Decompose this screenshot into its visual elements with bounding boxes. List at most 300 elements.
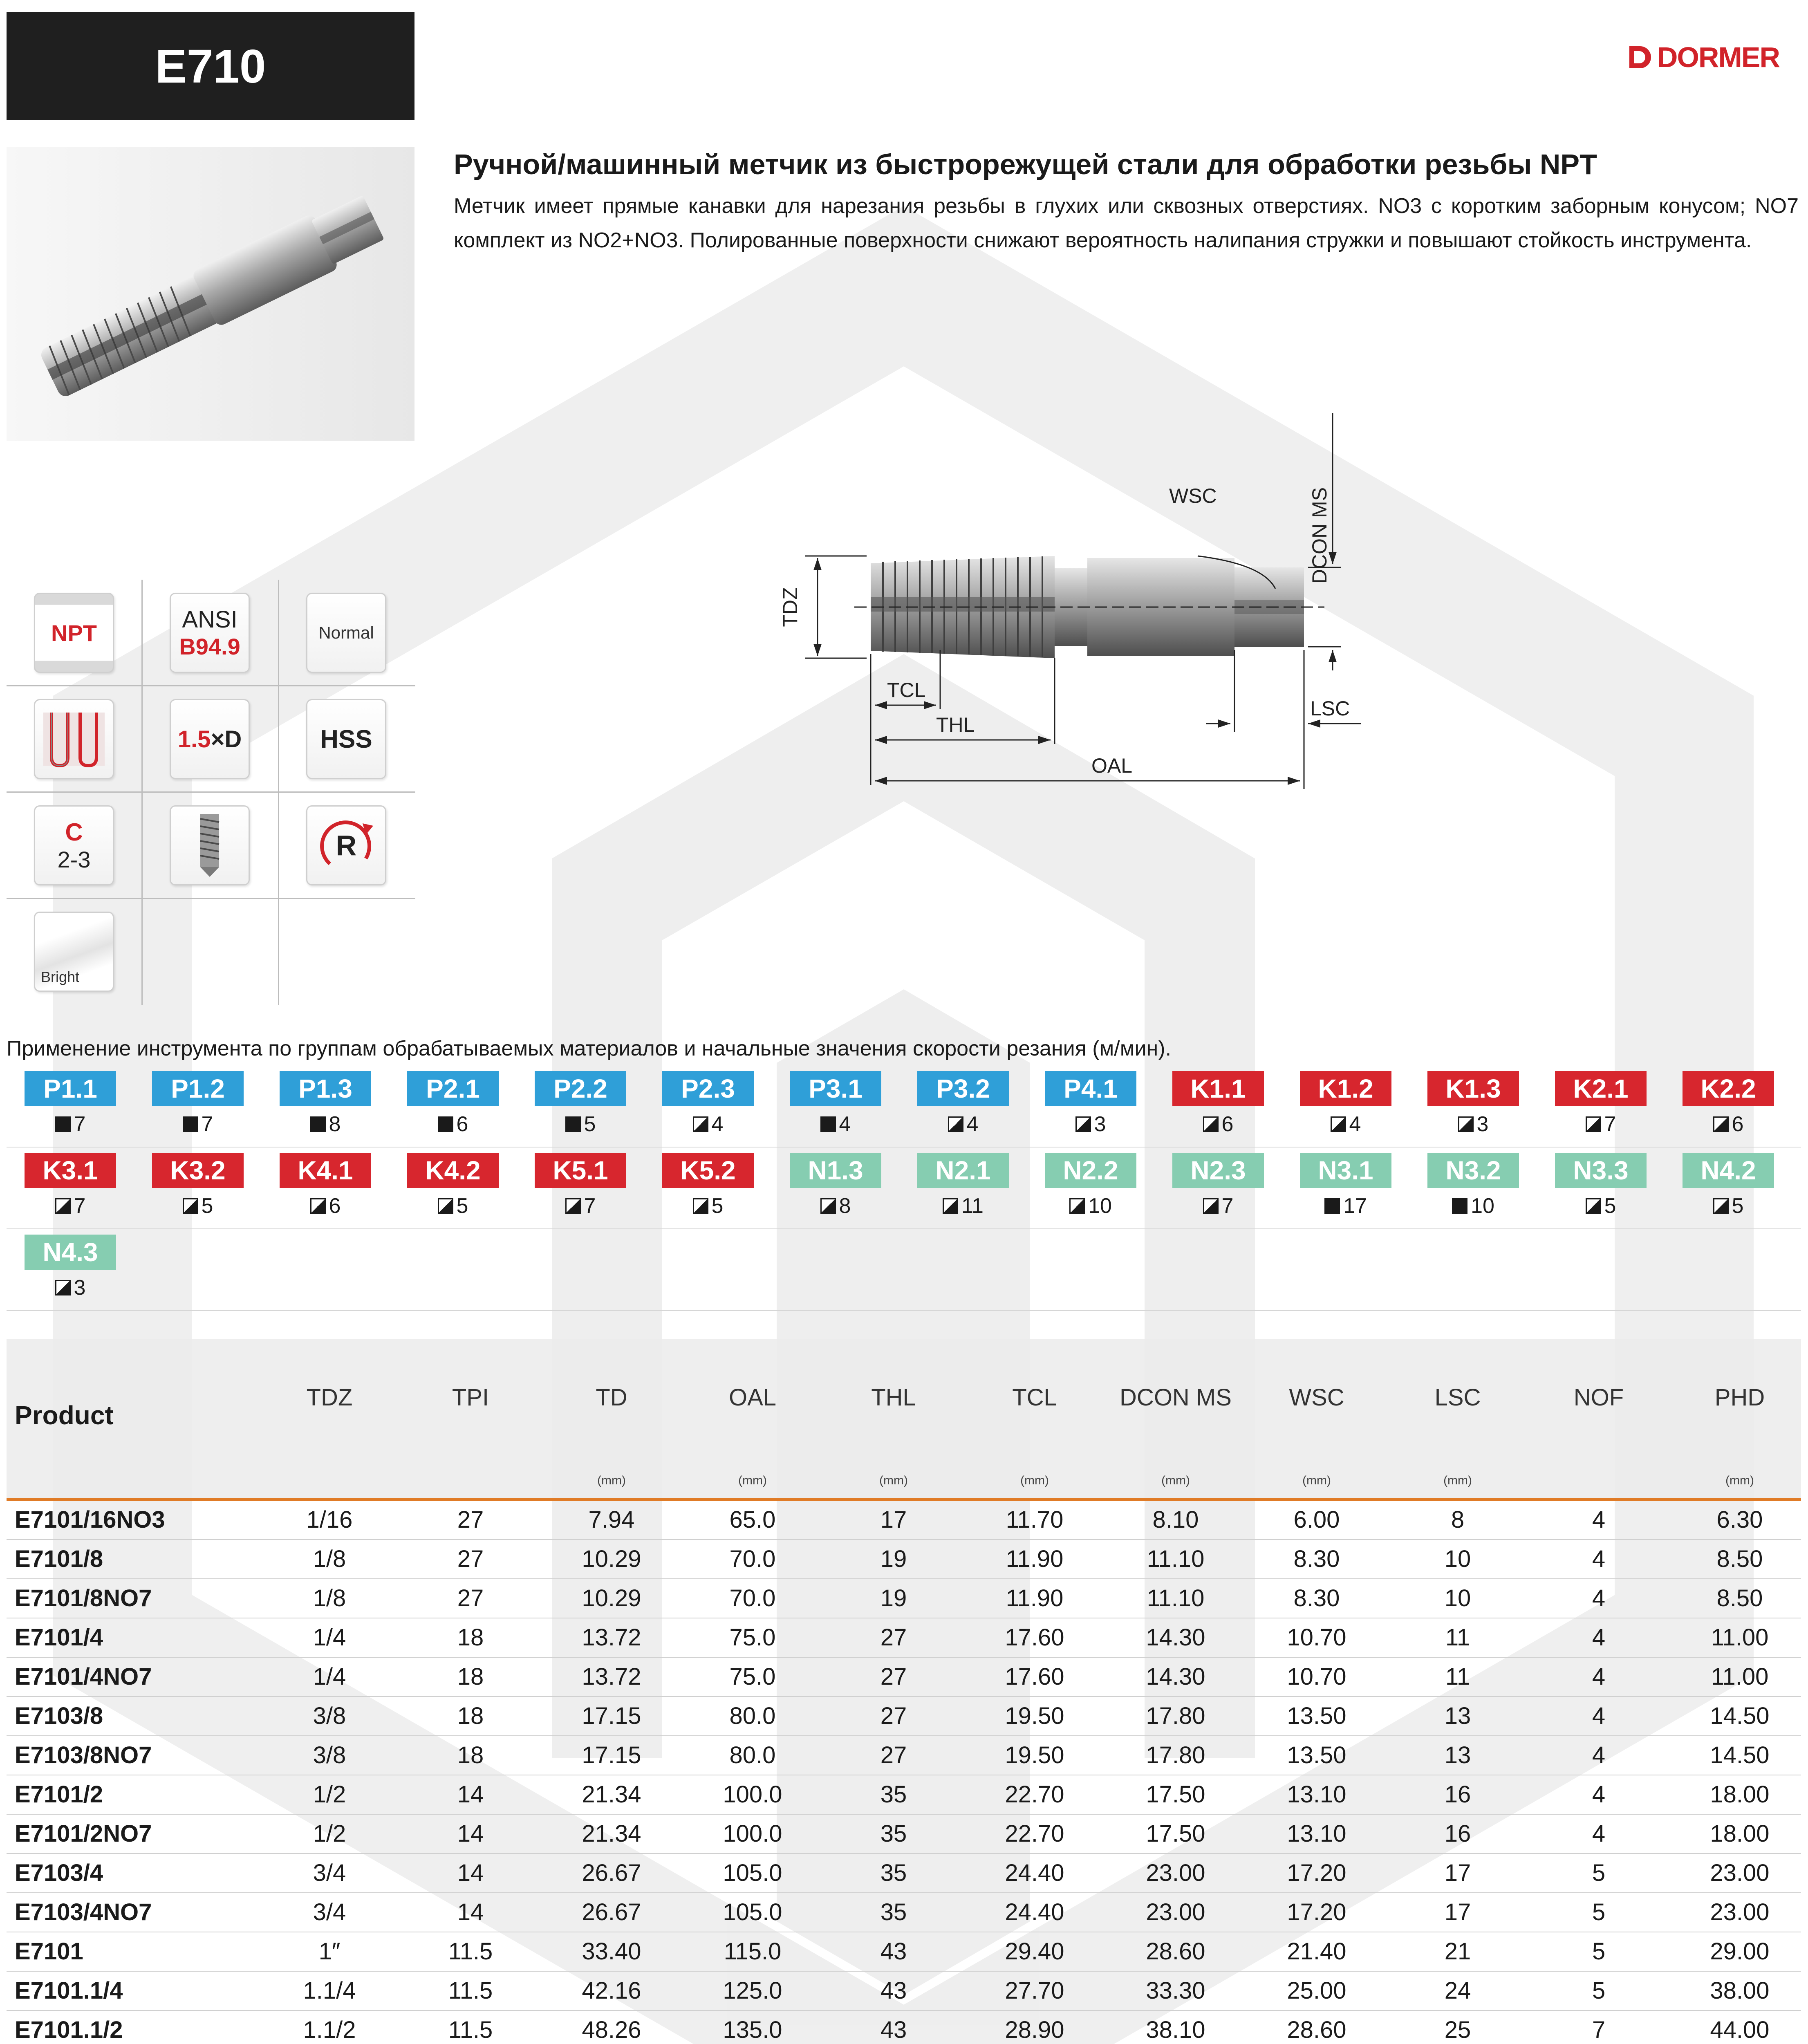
- material-code: K4.1: [280, 1153, 371, 1188]
- table-cell: 17.20: [1287, 1860, 1346, 1886]
- material-code: P3.2: [917, 1071, 1009, 1106]
- cutting-speed: [1537, 1112, 1665, 1136]
- table-cell: 8.30: [1293, 1585, 1340, 1611]
- product-code-cell: E7101/16NO3: [15, 1506, 165, 1533]
- hand-machine-tapping-icon: [1331, 1116, 1346, 1132]
- table-cell: 8: [1451, 1506, 1465, 1533]
- cutting-speed: [262, 1194, 389, 1218]
- table-cell: 38.00: [1710, 1977, 1770, 2004]
- speed-value: 6: [1221, 1112, 1234, 1136]
- hand-machine-tapping-icon: [1586, 1198, 1601, 1214]
- table-cell: 18: [457, 1663, 484, 1690]
- table-cell: 1/2: [313, 1820, 346, 1847]
- table-row: [7, 1775, 1801, 1815]
- cutting-speed: [517, 1194, 644, 1218]
- material-label: HSS: [320, 725, 372, 753]
- table-cell: 65.0: [729, 1506, 776, 1533]
- product-code-cell: E7103/8: [15, 1703, 103, 1729]
- cutting-speed: [899, 1194, 1027, 1218]
- table-cell: 125.0: [723, 1977, 782, 2004]
- rotation-letter: R: [336, 829, 357, 861]
- table-cell: 27: [457, 1585, 484, 1611]
- table-cell: 42.16: [582, 1977, 641, 2004]
- table-cell: 7: [1592, 2017, 1606, 2043]
- table-cell: 14.30: [1146, 1663, 1205, 1690]
- hand-machine-tapping-icon: [1075, 1116, 1091, 1132]
- table-cell: 70.0: [729, 1585, 776, 1611]
- speed-value: 11: [961, 1194, 984, 1218]
- material-group-n2-2: [1027, 1153, 1154, 1235]
- material-code: N4.3: [25, 1235, 116, 1270]
- cutting-speed: [644, 1194, 772, 1218]
- table-row: [7, 1658, 1801, 1697]
- table-cell: 18.00: [1710, 1781, 1770, 1808]
- speed-value: 5: [584, 1112, 596, 1136]
- material-code: P2.1: [407, 1071, 499, 1106]
- table-header: [7, 1339, 1801, 1501]
- column-header-dcon-ms: DCON MS: [1120, 1384, 1232, 1411]
- table-cell: 18: [457, 1742, 484, 1768]
- table-cell: 43: [880, 1938, 907, 1965]
- table-cell: 11.10: [1147, 1546, 1205, 1572]
- table-cell: 1/2: [313, 1781, 346, 1808]
- flute-type-cell: [7, 686, 141, 792]
- material-cell: [279, 686, 414, 792]
- speed-value: 4: [966, 1112, 979, 1136]
- material-code: K1.3: [1427, 1071, 1519, 1106]
- hand-machine-tapping-icon: [1458, 1116, 1474, 1132]
- ansi-standard-icon: [170, 593, 250, 673]
- hand-machine-tapping-icon: [693, 1116, 708, 1132]
- normal-tolerance-icon: [306, 593, 386, 673]
- table-cell: 10.29: [582, 1585, 641, 1611]
- table-cell: 21.34: [582, 1781, 641, 1808]
- table-cell: 28.60: [1146, 1938, 1205, 1965]
- table-row: [7, 1815, 1801, 1854]
- depth-times: ×: [211, 726, 225, 753]
- table-cell: 11.5: [448, 1938, 493, 1965]
- product-code: E710: [155, 40, 266, 93]
- table-cell: 17.60: [1005, 1663, 1064, 1690]
- machine-tapping-icon: [1324, 1198, 1340, 1214]
- product-code-cell: E7101/4: [15, 1624, 103, 1651]
- material-code: P2.2: [535, 1071, 626, 1106]
- table-row: [7, 1697, 1801, 1736]
- hole-type-cell: [142, 792, 277, 899]
- speed-value: 7: [201, 1112, 213, 1136]
- table-cell: 4: [1592, 1781, 1606, 1808]
- npt-label: NPT: [51, 620, 97, 646]
- hand-machine-tapping-icon: [1713, 1198, 1729, 1214]
- table-cell: 11: [1445, 1663, 1470, 1690]
- table-cell: 5: [1592, 1899, 1606, 1925]
- table-cell: 19: [880, 1585, 907, 1611]
- speed-value: 7: [74, 1112, 86, 1136]
- cutting-speed: [1027, 1112, 1154, 1136]
- table-cell: 13.50: [1287, 1703, 1346, 1729]
- cutting-speed: [772, 1194, 899, 1218]
- row-divider: [7, 1228, 1801, 1229]
- hand-machine-tapping-icon: [55, 1198, 71, 1214]
- hand-machine-tapping-icon: [1586, 1116, 1601, 1132]
- material-code: K1.2: [1300, 1071, 1391, 1106]
- product-code-cell: E7101.1/4: [15, 1977, 123, 2004]
- chamfer-cell: [7, 792, 141, 899]
- table-cell: 27: [457, 1546, 484, 1572]
- lsc-label: LSC: [1310, 697, 1350, 720]
- finish-cell: [7, 899, 141, 1005]
- hand-machine-tapping-icon: [183, 1198, 198, 1214]
- table-row: [7, 1736, 1801, 1775]
- material-code: P2.3: [662, 1071, 754, 1106]
- table-cell: 4: [1592, 1703, 1606, 1729]
- depth-d: D: [224, 726, 242, 753]
- material-group-k3-2: [134, 1153, 262, 1235]
- table-cell: 18: [457, 1624, 484, 1651]
- table-cell: 11.90: [1006, 1546, 1064, 1572]
- cutting-speed: [389, 1194, 517, 1218]
- standard-cell: [142, 580, 277, 686]
- product-code-cell: E7103/4: [15, 1860, 103, 1886]
- table-cell: 27: [880, 1624, 907, 1651]
- table-cell: 5: [1592, 1860, 1606, 1886]
- material-group-n2-3: [1154, 1153, 1282, 1235]
- material-group-p4-1: [1027, 1071, 1154, 1153]
- column-header-tcl: TCL: [1012, 1384, 1057, 1411]
- table-cell: 13.10: [1287, 1781, 1346, 1808]
- cutting-speed: [1154, 1112, 1282, 1136]
- column-unit: (mm): [1725, 1474, 1754, 1487]
- material-group-k4-2: [389, 1153, 517, 1235]
- column-header-phd: PHD: [1714, 1384, 1765, 1411]
- column-header-tdz: TDZ: [306, 1384, 353, 1411]
- table-cell: 19.50: [1005, 1703, 1064, 1729]
- product-code-cell: E7101.1/2: [15, 2017, 123, 2043]
- table-cell: 27: [880, 1703, 907, 1729]
- table-cell: 35: [880, 1899, 907, 1925]
- column-unit: (mm): [1020, 1474, 1049, 1487]
- table-cell: 18: [457, 1703, 484, 1729]
- cutting-speed: [772, 1112, 899, 1136]
- table-cell: 43: [880, 2017, 907, 2043]
- material-group-p2-1: [389, 1071, 517, 1153]
- cutting-speed: [1282, 1194, 1409, 1218]
- product-code-cell: E7101/2NO7: [15, 1820, 152, 1847]
- table-row: [7, 1854, 1801, 1893]
- table-cell: 17.15: [582, 1703, 641, 1729]
- table-cell: 17.20: [1287, 1899, 1346, 1925]
- dcon-label: DCON MS: [1308, 487, 1331, 584]
- table-cell: 14: [457, 1820, 484, 1847]
- product-code-cell: E7101/8: [15, 1546, 103, 1572]
- hand-machine-tapping-icon: [438, 1198, 453, 1214]
- material-group-p1-2: [134, 1071, 262, 1153]
- speed-value: 7: [584, 1194, 596, 1218]
- table-cell: 27.70: [1005, 1977, 1064, 2004]
- table-cell: 75.0: [729, 1624, 776, 1651]
- column-header-td: TD: [596, 1384, 627, 1411]
- table-cell: 23.00: [1710, 1899, 1770, 1925]
- material-group-p3-1: [772, 1071, 899, 1153]
- hand-machine-tapping-icon: [1069, 1198, 1085, 1214]
- table-cell: 14.30: [1146, 1624, 1205, 1651]
- table-cell: 70.0: [729, 1546, 776, 1572]
- table-cell: 19: [880, 1546, 907, 1572]
- cutting-speed: [1282, 1112, 1409, 1136]
- table-cell: 14.50: [1710, 1742, 1770, 1768]
- table-cell: 28.90: [1005, 2017, 1064, 2043]
- table-cell: 4: [1592, 1546, 1606, 1572]
- oal-label: OAL: [1091, 754, 1133, 777]
- right-hand-rotation-icon: [306, 805, 386, 885]
- column-header-tpi: TPI: [452, 1384, 489, 1411]
- hand-machine-tapping-icon: [1203, 1116, 1219, 1132]
- table-cell: 3/8: [313, 1703, 346, 1729]
- table-cell: 24: [1444, 1977, 1471, 2004]
- table-cell: 17.80: [1146, 1703, 1205, 1729]
- table-cell: 17: [880, 1506, 907, 1533]
- table-cell: 17.80: [1146, 1742, 1205, 1768]
- table-cell: 4: [1592, 1585, 1606, 1611]
- material-code: N3.1: [1300, 1153, 1391, 1188]
- chamfer-range: 2-3: [57, 847, 91, 872]
- material-group-p3-2: [899, 1071, 1027, 1153]
- table-cell: 18.00: [1710, 1820, 1770, 1847]
- table-cell: 3/8: [313, 1742, 346, 1768]
- machine-tapping-icon: [438, 1116, 453, 1132]
- row-divider: [7, 1147, 1801, 1148]
- material-code: P1.3: [280, 1071, 371, 1106]
- table-row: [7, 1972, 1801, 2011]
- brand-name: DORMER: [1657, 41, 1779, 73]
- feature-icon-grid: [7, 580, 415, 1005]
- material-group-n3-3: [1537, 1153, 1665, 1235]
- tolerance-cell: [279, 580, 414, 686]
- thread-depth-icon: [170, 699, 250, 779]
- table-cell: 3/4: [313, 1899, 346, 1925]
- material-group-k1-2: [1282, 1071, 1409, 1153]
- cutting-speed: [1409, 1112, 1537, 1136]
- material-code: K2.1: [1555, 1071, 1647, 1106]
- table-cell: 8.30: [1293, 1546, 1340, 1572]
- speed-value: 7: [1221, 1194, 1234, 1218]
- table-cell: 35: [880, 1860, 907, 1886]
- table-cell: 8.50: [1716, 1585, 1763, 1611]
- cutting-speed: [1027, 1194, 1154, 1218]
- material-group-n3-2: [1409, 1153, 1537, 1235]
- table-cell: 25: [1444, 2017, 1471, 2043]
- column-header-thl: THL: [871, 1384, 916, 1411]
- table-cell: 28.60: [1287, 2017, 1346, 2043]
- table-cell: 14: [457, 1781, 484, 1808]
- table-cell: 21.40: [1287, 1938, 1346, 1965]
- material-code: P1.1: [25, 1071, 116, 1106]
- cutting-speed: [1409, 1194, 1537, 1218]
- machine-tapping-icon: [55, 1116, 71, 1132]
- material-group-n2-1: [899, 1153, 1027, 1235]
- material-code: N4.2: [1683, 1153, 1774, 1188]
- cutting-speed: [517, 1112, 644, 1136]
- table-cell: 11.70: [1006, 1506, 1064, 1533]
- table-cell: 4: [1592, 1506, 1606, 1533]
- speed-value: 3: [74, 1276, 86, 1300]
- speed-value: 8: [329, 1112, 341, 1136]
- table-cell: 6.30: [1716, 1506, 1763, 1533]
- hand-machine-tapping-icon: [948, 1116, 963, 1132]
- ansi-code: B94.9: [179, 634, 240, 659]
- material-code: P4.1: [1045, 1071, 1136, 1106]
- table-cell: 27: [457, 1506, 484, 1533]
- table-cell: 115.0: [724, 1938, 782, 1965]
- table-row: [7, 1618, 1801, 1658]
- table-cell: 4: [1592, 1742, 1606, 1768]
- table-cell: 1/16: [306, 1506, 353, 1533]
- cutting-speed: [7, 1112, 134, 1136]
- tap-photo-illustration: [7, 147, 414, 441]
- material-code: K5.2: [662, 1153, 754, 1188]
- cutting-speed: [262, 1112, 389, 1136]
- table-cell: 8.50: [1716, 1546, 1763, 1572]
- table-cell: 23.00: [1710, 1860, 1770, 1886]
- table-cell: 105.0: [723, 1899, 782, 1925]
- materials-caption: Применение инструмента по группам обрабатываемых материалов и начальные значения скорости резания (м/мин).: [7, 1037, 1172, 1060]
- material-code: N2.2: [1045, 1153, 1136, 1188]
- material-code: K5.1: [535, 1153, 626, 1188]
- table-cell: 17.60: [1005, 1624, 1064, 1651]
- table-cell: 17: [1444, 1899, 1471, 1925]
- material-group-k2-2: [1665, 1071, 1792, 1153]
- table-cell: 43: [880, 1977, 907, 2004]
- product-photo: [7, 147, 414, 441]
- table-cell: 1.1/4: [303, 1977, 356, 2004]
- table-cell: 75.0: [729, 1663, 776, 1690]
- cutting-speed: [899, 1112, 1027, 1136]
- product-code-cell: E7101/2: [15, 1781, 103, 1808]
- table-cell: 5: [1592, 1938, 1606, 1965]
- table-cell: 11: [1445, 1624, 1470, 1651]
- column-header-oal: OAL: [728, 1384, 777, 1411]
- product-table: [7, 1339, 1801, 2044]
- column-header-lsc: LSC: [1434, 1384, 1481, 1411]
- npt-icon: [34, 593, 114, 673]
- table-cell: 10.70: [1287, 1624, 1346, 1651]
- material-code: K1.1: [1172, 1071, 1264, 1106]
- table-cell: 13.72: [582, 1624, 641, 1651]
- material-code: P1.2: [152, 1071, 244, 1106]
- cutting-speed: [134, 1194, 262, 1218]
- table-cell: 29.40: [1005, 1938, 1064, 1965]
- table-cell: 25.00: [1287, 1977, 1346, 2004]
- brand-logo: [1628, 41, 1779, 74]
- table-cell: 100.0: [723, 1781, 782, 1808]
- table-cell: 33.30: [1146, 1977, 1205, 2004]
- material-group-k1-3: [1409, 1071, 1537, 1153]
- row-divider: [7, 1310, 1801, 1311]
- speed-value: 3: [1094, 1112, 1106, 1136]
- hand-machine-tapping-icon: [693, 1198, 708, 1214]
- machine-tapping-icon: [183, 1116, 198, 1132]
- table-cell: 14: [457, 1899, 484, 1925]
- table-cell: 35: [880, 1781, 907, 1808]
- material-groups: [7, 1071, 1805, 1325]
- table-body: [7, 1501, 1801, 2044]
- table-cell: 8.10: [1152, 1506, 1199, 1533]
- tdz-label: TDZ: [779, 587, 802, 627]
- thl-label: THL: [936, 713, 975, 736]
- table-cell: 4: [1592, 1663, 1606, 1690]
- table-cell: 11.10: [1147, 1585, 1205, 1611]
- material-group-p1-1: [7, 1071, 134, 1153]
- table-cell: 29.00: [1710, 1938, 1770, 1965]
- speed-value: 7: [74, 1194, 86, 1218]
- product-title: Ручной/машинный метчик из быстрорежущей стали для обработки резьбы NPT: [454, 148, 1597, 180]
- table-cell: 48.26: [582, 2017, 641, 2043]
- speed-value: 6: [329, 1194, 341, 1218]
- table-cell: 17.50: [1146, 1820, 1205, 1847]
- material-group-n4-2: [1665, 1153, 1792, 1235]
- hss-material-icon: [306, 699, 386, 779]
- material-group-k5-1: [517, 1153, 644, 1235]
- table-cell: 33.40: [582, 1938, 641, 1965]
- thread-type-cell: [7, 580, 141, 686]
- dimension-drawing-svg: [760, 405, 1463, 797]
- hand-machine-tapping-icon: [310, 1198, 326, 1214]
- table-cell: 13.50: [1287, 1742, 1346, 1768]
- column-unit: (mm): [738, 1474, 767, 1487]
- speed-value: 6: [456, 1112, 468, 1136]
- table-cell: 16: [1444, 1781, 1471, 1808]
- material-group-k3-1: [7, 1153, 134, 1235]
- table-row: [7, 1540, 1801, 1579]
- material-group-p2-2: [517, 1071, 644, 1153]
- table-row: [7, 1501, 1801, 1540]
- hand-machine-tapping-icon: [565, 1198, 581, 1214]
- table-cell: 17.50: [1146, 1781, 1205, 1808]
- table-cell: 11.5: [448, 2017, 493, 2043]
- product-code-cell: E7103/4NO7: [15, 1899, 152, 1925]
- chamfer-letter: C: [65, 818, 83, 846]
- machine-tapping-icon: [310, 1116, 326, 1132]
- table-cell: 80.0: [729, 1742, 776, 1768]
- straight-flute-graphic: [39, 708, 109, 770]
- table-cell: 10.70: [1287, 1663, 1346, 1690]
- table-cell: 100.0: [723, 1820, 782, 1847]
- tcl-label: TCL: [887, 679, 926, 702]
- blind-hole-graphic: [191, 811, 228, 880]
- table-cell: 27: [880, 1742, 907, 1768]
- table-cell: 1/4: [313, 1624, 346, 1651]
- material-group-k2-1: [1537, 1071, 1665, 1153]
- column-unit: (mm): [1443, 1474, 1472, 1487]
- table-cell: 105.0: [723, 1860, 782, 1886]
- table-cell: 1/8: [313, 1546, 346, 1572]
- machine-tapping-icon: [565, 1116, 581, 1132]
- cutting-speed: [1154, 1194, 1282, 1218]
- ansi-label: ANSI: [182, 606, 237, 633]
- table-cell: 24.40: [1005, 1899, 1064, 1925]
- product-code-badge: [7, 12, 414, 120]
- table-cell: 16: [1444, 1820, 1471, 1847]
- table-cell: 24.40: [1005, 1860, 1064, 1886]
- table-cell: 26.67: [582, 1899, 641, 1925]
- material-group-k1-1: [1154, 1071, 1282, 1153]
- speed-value: 4: [839, 1112, 851, 1136]
- cutting-speed: [1665, 1112, 1792, 1136]
- table-cell: 80.0: [729, 1703, 776, 1729]
- bright-finish-icon: [34, 912, 114, 992]
- table-cell: 27: [880, 1663, 907, 1690]
- material-code: P3.1: [790, 1071, 881, 1106]
